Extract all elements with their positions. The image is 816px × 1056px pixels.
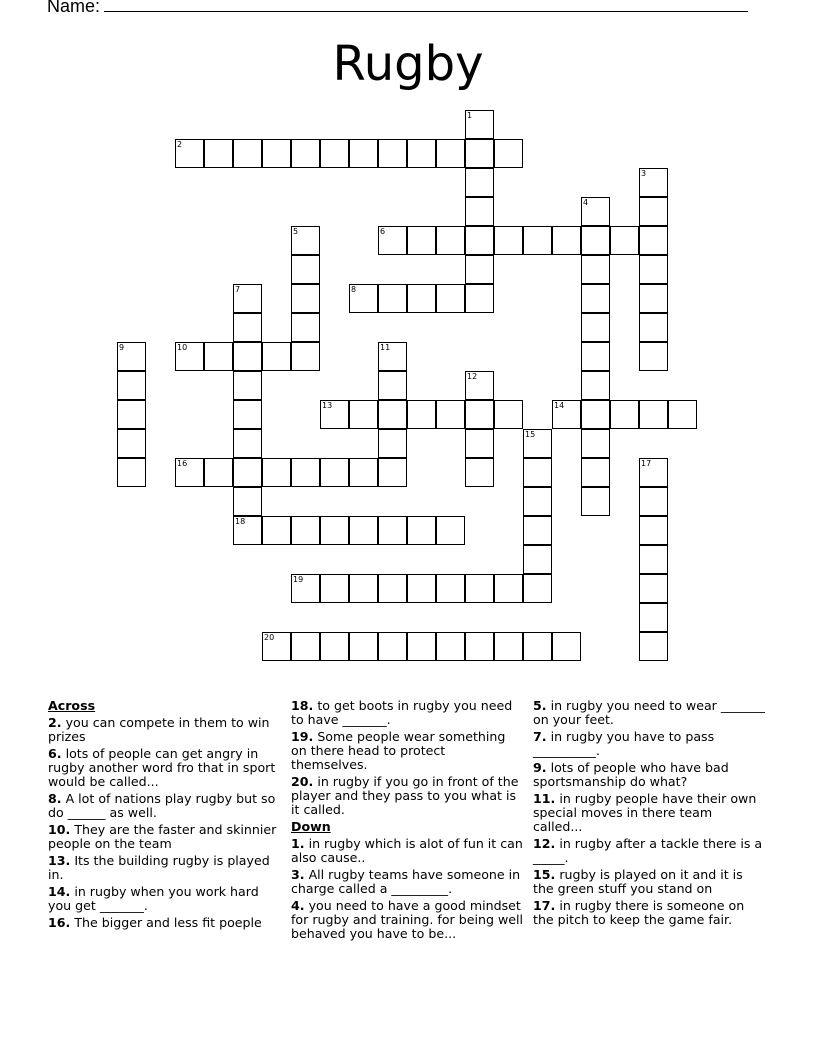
clue-text: in rugby there is someone on the pitch to keep the game fair. (533, 898, 745, 927)
crossword-cell[interactable] (349, 284, 378, 313)
crossword-cell[interactable] (581, 255, 610, 284)
cell-number: 19 (293, 575, 304, 584)
crossword-cell[interactable] (204, 342, 233, 371)
crossword-cell[interactable] (436, 139, 465, 168)
clue-item (291, 899, 523, 941)
crossword-cell[interactable] (204, 139, 233, 168)
crossword-cell[interactable] (291, 139, 320, 168)
crossword-cell[interactable] (581, 342, 610, 371)
clue-text: All rugby teams have someone in charge called a _________. (291, 867, 521, 896)
cell-number: 20 (264, 633, 275, 642)
clues-column-1 (48, 699, 280, 933)
clue-item (291, 699, 523, 727)
cell-number: 7 (235, 285, 241, 294)
crossword-cell[interactable] (407, 226, 436, 255)
crossword-cell[interactable] (436, 226, 465, 255)
crossword-cell[interactable] (233, 400, 262, 429)
clue-text: in rugby which is alot of fun it can also cause.. (291, 836, 523, 865)
crossword-cell[interactable] (639, 545, 668, 574)
crossword-cell[interactable] (639, 313, 668, 342)
crossword-cell[interactable] (639, 574, 668, 603)
crossword-cell[interactable] (581, 371, 610, 400)
crossword-cell[interactable] (465, 110, 494, 139)
crossword-cell[interactable] (523, 545, 552, 574)
clue-item (48, 823, 280, 851)
clue-item (533, 699, 765, 727)
clue-item (533, 899, 765, 927)
crossword-cell[interactable] (320, 400, 349, 429)
crossword-cell[interactable] (494, 632, 523, 661)
crossword-cell[interactable] (465, 400, 494, 429)
cell-number: 14 (554, 401, 565, 410)
clue-item (48, 885, 280, 913)
clue-item (291, 775, 523, 817)
crossword-cell[interactable] (610, 400, 639, 429)
crossword-cell[interactable] (639, 400, 668, 429)
crossword-cell[interactable] (291, 226, 320, 255)
crossword-cell[interactable] (581, 429, 610, 458)
clue-text: Some people wear something on there head to protect themselves. (291, 729, 506, 772)
clue-text: you can compete in them to win prizes (48, 715, 270, 744)
clue-number: 16. (48, 915, 71, 930)
clue-number: 6. (48, 746, 62, 761)
clue-text: in rugby if you go in front of the player and they pass to you what is it called. (291, 774, 519, 817)
cell-number: 9 (119, 343, 125, 352)
crossword-cell[interactable] (175, 139, 204, 168)
crossword-cell[interactable] (581, 197, 610, 226)
crossword-cell[interactable] (117, 371, 146, 400)
clue-item (533, 761, 765, 789)
crossword-cell[interactable] (465, 632, 494, 661)
crossword-cell[interactable] (349, 139, 378, 168)
crossword-cell[interactable] (436, 284, 465, 313)
crossword-cell[interactable] (465, 429, 494, 458)
crossword-cell[interactable] (378, 226, 407, 255)
crossword-cell[interactable] (378, 400, 407, 429)
crossword-cell[interactable] (349, 574, 378, 603)
clue-number: 17. (533, 898, 556, 913)
crossword-cell[interactable] (117, 458, 146, 487)
clue-text: A lot of nations play rugby but so do ______ as well. (48, 791, 276, 820)
crossword-cell[interactable] (465, 197, 494, 226)
clue-text: They are the faster and skinnier people on the team (48, 822, 277, 851)
clue-item (48, 916, 280, 930)
crossword-cell[interactable] (407, 574, 436, 603)
crossword-cell[interactable] (639, 487, 668, 516)
across-heading: Across (48, 698, 96, 713)
crossword-cell[interactable] (233, 139, 262, 168)
clue-text: in rugby you need to wear _______ on your feet. (533, 698, 765, 727)
crossword-cell[interactable] (378, 139, 407, 168)
crossword-cell[interactable] (233, 487, 262, 516)
crossword-cell[interactable] (320, 458, 349, 487)
clue-number: 9. (533, 760, 547, 775)
crossword-cell[interactable] (349, 400, 378, 429)
name-label: Name: (47, 0, 101, 16)
crossword-cell[interactable] (378, 458, 407, 487)
crossword-cell[interactable] (378, 429, 407, 458)
crossword-cell[interactable] (639, 197, 668, 226)
crossword-cell[interactable] (233, 284, 262, 313)
crossword-cell[interactable] (262, 342, 291, 371)
clues-column-3 (533, 699, 765, 930)
clue-number: 13. (48, 853, 71, 868)
clue-number: 15. (533, 867, 556, 882)
clue-number: 12. (533, 836, 556, 851)
cell-number: 8 (351, 285, 357, 294)
cell-number: 15 (525, 430, 536, 439)
crossword-cell[interactable] (639, 458, 668, 487)
crossword-cell[interactable] (552, 226, 581, 255)
clue-text: The bigger and less fit poeple (70, 915, 262, 930)
cell-number: 3 (641, 169, 647, 178)
crossword-cell[interactable] (639, 516, 668, 545)
cell-number: 16 (177, 459, 188, 468)
clue-text: in rugby after a tackle there is a _____. (533, 836, 763, 865)
crossword-cell[interactable] (407, 632, 436, 661)
crossword-cell[interactable] (349, 516, 378, 545)
crossword-cell[interactable] (523, 226, 552, 255)
crossword-cell[interactable] (378, 284, 407, 313)
clue-item (291, 868, 523, 896)
crossword-cell[interactable] (117, 342, 146, 371)
crossword-cell[interactable] (175, 458, 204, 487)
crossword-cell[interactable] (378, 574, 407, 603)
crossword-cell[interactable] (639, 255, 668, 284)
clue-text: you need to have a good mindset for rugby and training. for being well behaved you have to be... (291, 898, 524, 941)
clue-text: in rugby when you work hard you get _______. (48, 884, 259, 913)
crossword-cell[interactable] (494, 574, 523, 603)
crossword-cell[interactable] (349, 458, 378, 487)
clue-text: lots of people who have bad sportsmanship do what? (533, 760, 729, 789)
crossword-cell[interactable] (465, 139, 494, 168)
clue-text: in rugby you have to pass __________. (533, 729, 715, 758)
clues-column-2 (291, 699, 523, 944)
clue-item (48, 792, 280, 820)
clue-item (533, 730, 765, 758)
crossword-cell[interactable] (523, 458, 552, 487)
crossword-cell[interactable] (494, 139, 523, 168)
crossword-cell[interactable] (552, 400, 581, 429)
crossword-cell[interactable] (349, 632, 378, 661)
crossword-cell[interactable] (581, 458, 610, 487)
crossword-cell[interactable] (523, 516, 552, 545)
crossword-cell[interactable] (523, 632, 552, 661)
crossword-cell[interactable] (291, 284, 320, 313)
crossword-cell[interactable] (291, 255, 320, 284)
cell-number: 13 (322, 401, 333, 410)
crossword-cell[interactable] (436, 632, 465, 661)
crossword-cell[interactable] (494, 400, 523, 429)
crossword-cell[interactable] (436, 400, 465, 429)
clue-text: Its the building rugby is played in. (48, 853, 270, 882)
clue-number: 3. (291, 867, 305, 882)
clue-text: lots of people can get angry in rugby another word fro that in sport would be called... (48, 746, 276, 789)
clue-number: 2. (48, 715, 62, 730)
crossword-cell[interactable] (523, 487, 552, 516)
crossword-cell[interactable] (262, 516, 291, 545)
cell-number: 12 (467, 372, 478, 381)
clue-item (533, 792, 765, 834)
crossword-cell[interactable] (291, 516, 320, 545)
crossword-cell[interactable] (639, 284, 668, 313)
clue-number: 19. (291, 729, 314, 744)
crossword-cell[interactable] (465, 255, 494, 284)
clue-item (291, 837, 523, 865)
crossword-cell[interactable] (407, 400, 436, 429)
crossword-cell[interactable] (581, 313, 610, 342)
crossword-cell[interactable] (378, 516, 407, 545)
crossword-cell[interactable] (233, 429, 262, 458)
clue-item (291, 730, 523, 772)
crossword-cell[interactable] (175, 342, 204, 371)
crossword-cell[interactable] (639, 632, 668, 661)
cell-number: 10 (177, 343, 188, 352)
page-title: Rugby (332, 36, 484, 92)
crossword-cell[interactable] (262, 632, 291, 661)
clue-item (533, 868, 765, 896)
clue-number: 14. (48, 884, 71, 899)
clue-number: 20. (291, 774, 314, 789)
crossword-cell[interactable] (436, 574, 465, 603)
clue-number: 8. (48, 791, 62, 806)
crossword-cell[interactable] (639, 168, 668, 197)
clue-item (48, 716, 280, 744)
crossword-cell[interactable] (465, 371, 494, 400)
cell-number: 11 (380, 343, 391, 352)
crossword-cell[interactable] (233, 342, 262, 371)
crossword-cell[interactable] (291, 574, 320, 603)
crossword-cell[interactable] (291, 313, 320, 342)
clue-number: 7. (533, 729, 547, 744)
crossword-cell[interactable] (320, 632, 349, 661)
crossword-cell[interactable] (465, 284, 494, 313)
clue-text: in rugby people have their own special moves in there team called... (533, 791, 757, 834)
crossword-cell[interactable] (291, 342, 320, 371)
crossword-cell[interactable] (320, 139, 349, 168)
crossword-cell[interactable] (523, 574, 552, 603)
clue-text: to get boots in rugby you need to have _______. (291, 698, 513, 727)
crossword-cell[interactable] (581, 487, 610, 516)
crossword-cell[interactable] (320, 574, 349, 603)
crossword-cell[interactable] (233, 458, 262, 487)
crossword-cell[interactable] (233, 313, 262, 342)
cell-number: 4 (583, 198, 589, 207)
crossword-cell[interactable] (581, 284, 610, 313)
cell-number: 1 (467, 111, 473, 120)
cell-number: 6 (380, 227, 386, 236)
crossword-cell[interactable] (204, 458, 233, 487)
clue-number: 18. (291, 698, 314, 713)
clue-item (48, 854, 280, 882)
crossword-cell[interactable] (262, 458, 291, 487)
crossword-cell[interactable] (639, 226, 668, 255)
crossword-cell[interactable] (378, 632, 407, 661)
clue-number: 1. (291, 836, 305, 851)
crossword-cell[interactable] (378, 371, 407, 400)
crossword-cell[interactable] (523, 429, 552, 458)
cell-number: 5 (293, 227, 299, 236)
crossword-cell[interactable] (465, 458, 494, 487)
cell-number: 17 (641, 459, 652, 468)
crossword-cell[interactable] (639, 603, 668, 632)
clue-number: 11. (533, 791, 556, 806)
clue-number: 5. (533, 698, 547, 713)
down-heading: Down (291, 819, 331, 834)
crossword-cell[interactable] (581, 400, 610, 429)
crossword-cell[interactable] (117, 400, 146, 429)
crossword-cell[interactable] (581, 226, 610, 255)
clue-text: rugby is played on it and it is the green stuff you stand on (533, 867, 743, 896)
crossword-cell[interactable] (233, 516, 262, 545)
crossword-cell[interactable] (465, 574, 494, 603)
clue-number: 10. (48, 822, 71, 837)
crossword-cell[interactable] (407, 139, 436, 168)
cell-number: 18 (235, 517, 246, 526)
crossword-cell[interactable] (610, 226, 639, 255)
clue-number: 4. (291, 898, 305, 913)
crossword-cell[interactable] (465, 226, 494, 255)
crossword-cell[interactable] (465, 168, 494, 197)
crossword-cell[interactable] (320, 516, 349, 545)
crossword-cell[interactable] (262, 139, 291, 168)
crossword-cell[interactable] (407, 284, 436, 313)
crossword-cell[interactable] (291, 458, 320, 487)
crossword-cell[interactable] (494, 226, 523, 255)
crossword-cell[interactable] (552, 632, 581, 661)
crossword-cell[interactable] (407, 516, 436, 545)
clue-item (48, 747, 280, 789)
crossword-cell[interactable] (378, 342, 407, 371)
cell-number: 2 (177, 140, 183, 149)
crossword-cell[interactable] (233, 371, 262, 400)
crossword-cell[interactable] (668, 400, 697, 429)
clue-item (533, 837, 765, 865)
crossword-cell[interactable] (291, 632, 320, 661)
crossword-cell[interactable] (639, 342, 668, 371)
crossword-cell[interactable] (436, 516, 465, 545)
crossword-cell[interactable] (117, 429, 146, 458)
